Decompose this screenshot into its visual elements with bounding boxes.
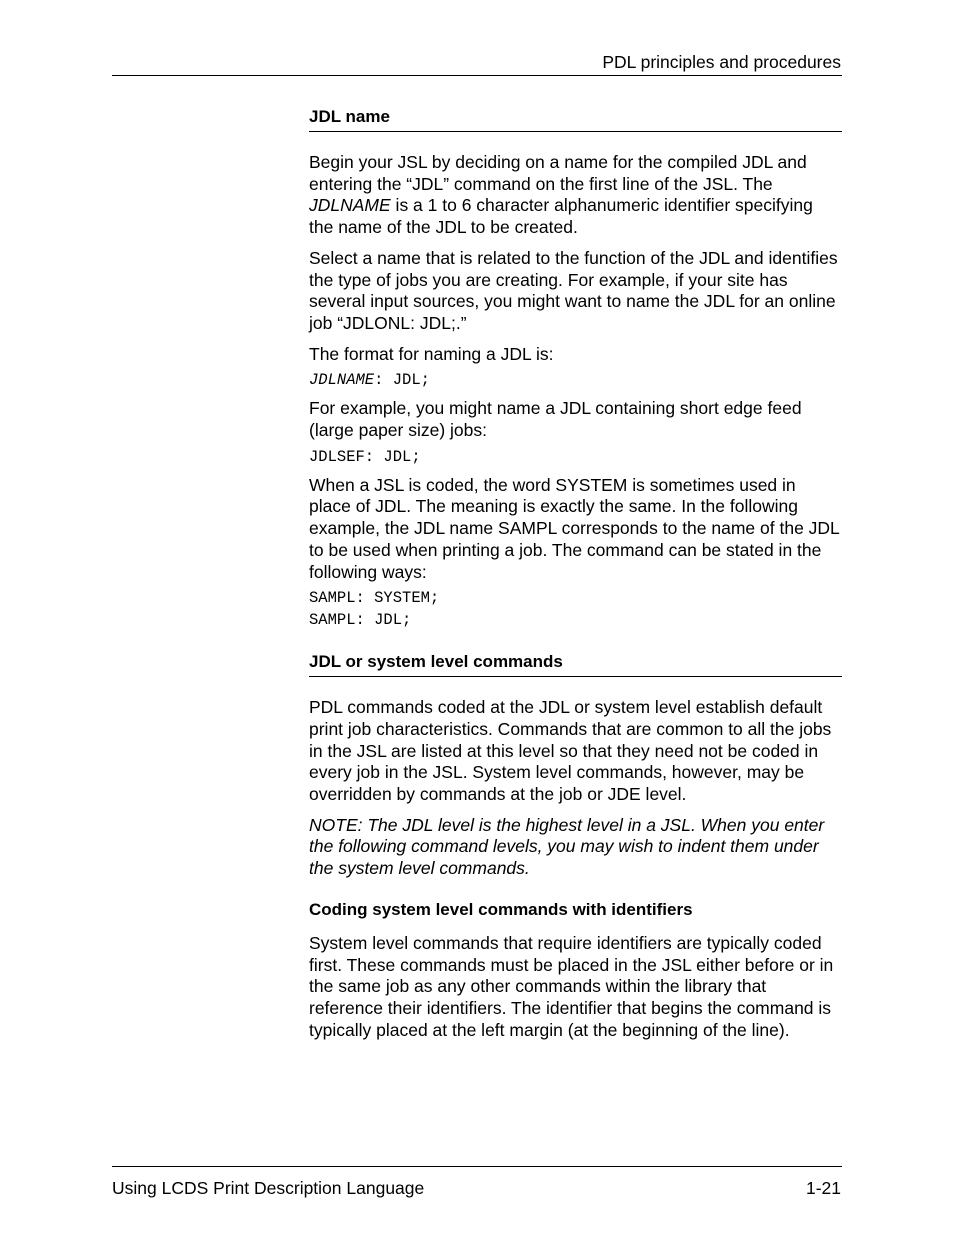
paragraph-select-name: Select a name that is related to the function of the JDL and identifies the type of jobs you are creating. For example, if your site has several input sources, you might want to name the JDL for an online job “JDLONL: JDL;.”: [309, 247, 838, 333]
paragraph-example: For example, you might name a JDL containing short edge feed (large paper size) jobs:: [309, 398, 802, 441]
intro-text-start: Begin your JSL by deciding on a name for the compiled JDL and entering the “JDL” command on the first line of the JSL. The: [309, 152, 807, 194]
paragraph-pdl-commands: PDL commands coded at the JDL or system level establish default print job characteristics. Commands that are common to all the jobs in the JSL are listed at this level so that they need not be coded in every job in the JSL. System level commands, however, may be overridden by commands at the job or JDE level.: [309, 697, 832, 805]
intro-jdlname-term: JDLNAME: [309, 195, 391, 216]
code-format-line: [309, 369, 842, 391]
paragraph-intro: [309, 152, 842, 239]
section-heading-jdl-name: JDL name: [309, 106, 842, 132]
header-divider: [112, 75, 842, 76]
code-sampl-system-line: SAMPL: SYSTEM;: [309, 589, 440, 608]
footer-divider: [112, 1166, 842, 1167]
code-sampl-jdl-line: SAMPL: JDL;: [309, 611, 412, 630]
section-heading-jdl-system: JDL or system level commands: [309, 651, 842, 677]
paragraph-system-keyword: When a JSL is coded, the word SYSTEM is sometimes used in place of JDL. The meaning is exactly the same. In the following example, the JDL name SAMPL corresponds to the name of the JDL to be used when printing a job. The command can be stated in the following ways:: [309, 474, 840, 582]
footer-document-title: Using LCDS Print Description Language: [112, 1178, 425, 1198]
footer-page-number: 1-21: [805, 1178, 841, 1198]
code-example-line: JDLSEF: JDL;: [309, 447, 421, 466]
code-format-placeholder: JDLNAME: [309, 371, 375, 390]
main-content: [309, 106, 842, 1041]
paragraph-coding-body: System level commands that require identifiers are typically coded first. These commands must be placed in the JSL either before or in the same job as any other commands within the library that reference their identifiers. The identifier that begins the command is typically placed at the left margin (at the beginning of the line).: [309, 932, 834, 1040]
note-paragraph: NOTE: The JDL level is the highest level in a JSL. When you enter the following command levels, you may wish to indent them under the system level commands.: [309, 814, 825, 879]
intro-text-end: is a 1 to 6 character alphanumeric identifier specifying the name of the JDL to be created.: [309, 195, 813, 238]
page-header-title: PDL principles and procedures: [602, 52, 841, 72]
code-format-rest: : JDL;: [374, 371, 430, 390]
subsection-heading-coding: Coding system level commands with identifiers: [309, 899, 693, 919]
paragraph-format: The format for naming a JDL is:: [309, 343, 554, 364]
